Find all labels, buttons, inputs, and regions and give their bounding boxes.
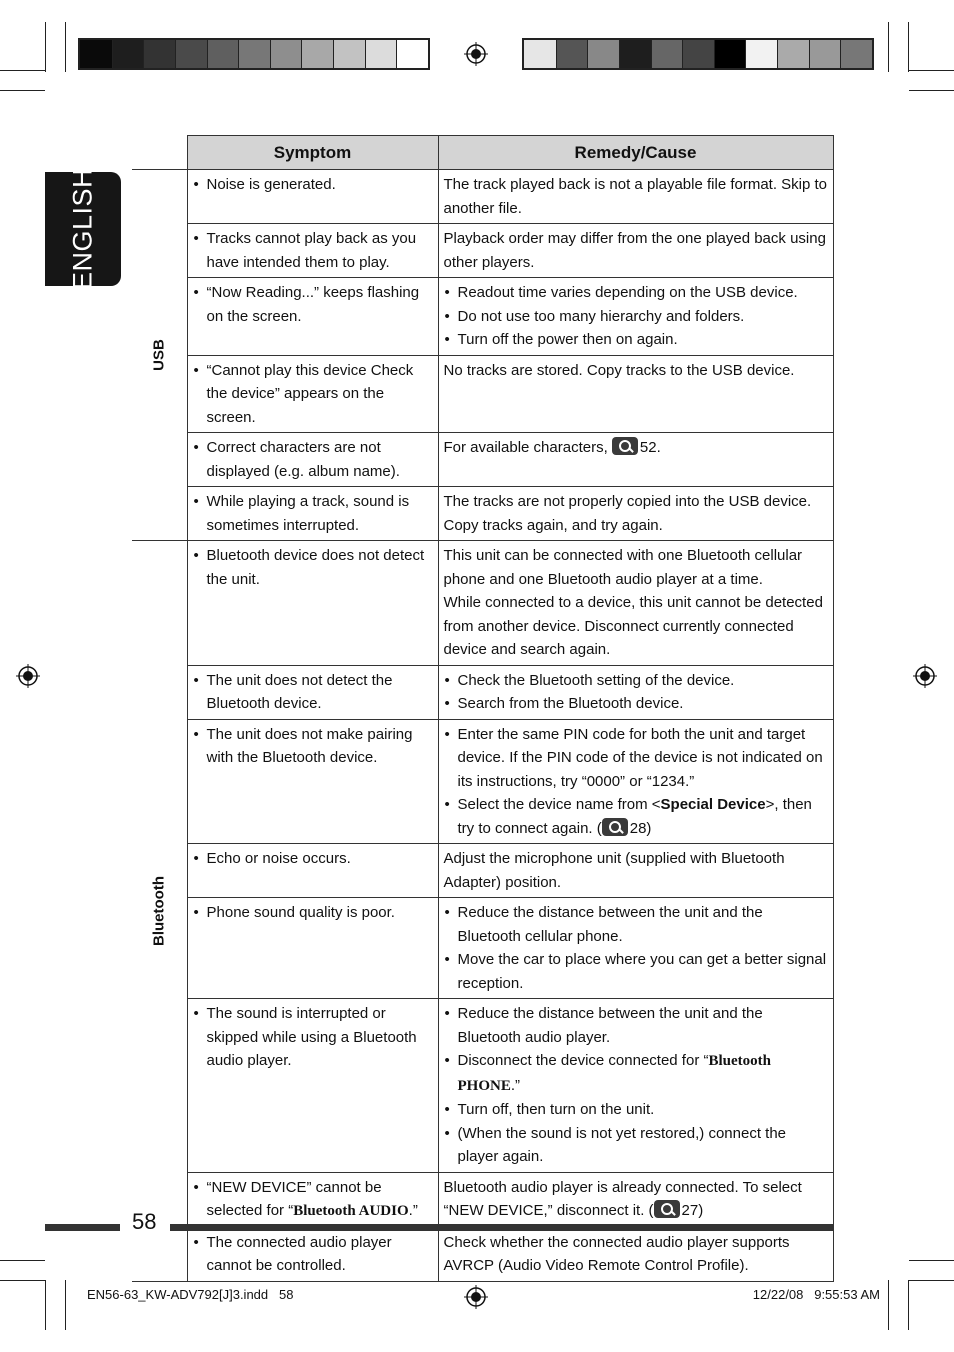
reference-magnifier-icon: [612, 437, 638, 455]
footer-rule-left: [45, 1224, 120, 1231]
remedy-cell: • Reduce the distance between the unit and the Bluetooth cellular phone. • Move the car to place where you can get a better signal reception.: [438, 898, 833, 999]
remedy-cell: No tracks are stored. Copy tracks to the USB device.: [438, 355, 833, 433]
color-bar-right: [522, 38, 874, 70]
symptom-cell: • “Now Reading...” keeps flashing on the screen.: [187, 278, 438, 356]
crop-mark: [45, 1280, 46, 1330]
page-number: 58: [132, 1209, 157, 1234]
symptom-cell: • Phone sound quality is poor.: [187, 898, 438, 999]
crop-mark: [0, 1260, 45, 1261]
crop-mark: [65, 22, 66, 72]
crop-mark: [909, 1260, 954, 1261]
crop-mark: [909, 1280, 954, 1281]
crop-mark: [0, 90, 45, 91]
crop-mark: [0, 70, 45, 71]
remedy-cell: Adjust the microphone unit (supplied with Bluetooth Adapter) position.: [438, 844, 833, 898]
crop-mark: [45, 22, 46, 72]
category-usb: [132, 170, 187, 541]
registration-mark-icon: [16, 664, 40, 688]
registration-mark-icon: [464, 42, 488, 66]
reference-magnifier-icon: [602, 818, 628, 836]
crop-mark: [888, 22, 889, 72]
symptom-cell: • Bluetooth device does not detect the unit.: [187, 541, 438, 666]
registration-mark-icon: [464, 1285, 488, 1309]
remedy-cell: The track played back is not a playable file format. Skip to another file.: [438, 170, 833, 224]
category-label: USB: [150, 339, 168, 371]
symptom-cell: • The unit does not detect the Bluetooth device.: [187, 665, 438, 719]
crop-mark: [909, 90, 954, 91]
crop-mark: [909, 70, 954, 71]
language-tab-label: ENGLISH: [67, 167, 98, 291]
symptom-cell: • “NEW DEVICE” cannot be selected for “Bluetooth AUDIO.”: [187, 1172, 438, 1227]
symptom-cell: • Correct characters are not displayed (e.g. album name).: [187, 433, 438, 487]
remedy-cell: • Reduce the distance between the unit and the Bluetooth audio player. • Disconnect the device connected for “Bluetooth PHONE.” • Turn off, then turn on the unit. • (When the sound is not yet restored,) connect the player again.: [438, 999, 833, 1173]
slug-timestamp: 12/22/08 9:55:53 AM: [752, 1287, 880, 1302]
remedy-cell: • Check the Bluetooth setting of the device. • Search from the Bluetooth device.: [438, 665, 833, 719]
category-bluetooth: [132, 541, 187, 1282]
remedy-cell: Check whether the connected audio player supports AVRCP (Audio Video Remote Control Profile).: [438, 1227, 833, 1281]
symptom-cell: • While playing a track, sound is sometimes interrupted.: [187, 487, 438, 541]
registration-mark-icon: [913, 664, 937, 688]
reference-magnifier-icon: [654, 1200, 680, 1218]
symptom-cell: • “Cannot play this device Check the device” appears on the screen.: [187, 355, 438, 433]
color-bar-left: [78, 38, 430, 70]
header-remedy: Remedy/Cause: [438, 136, 833, 170]
remedy-cell: • Enter the same PIN code for both the unit and target device. If the PIN code of the device is not indicated on its instructions, try “0000” or “1234.” • Select the device name from <Special Device>, then try to connect again. ( 28): [438, 719, 833, 844]
slug-filename: EN56-63_KW-ADV792[J]3.indd 58: [87, 1287, 294, 1302]
remedy-cell: The tracks are not properly copied into the USB device. Copy tracks again, and try again.: [438, 487, 833, 541]
crop-mark: [65, 1280, 66, 1330]
symptom-cell: • Echo or noise occurs.: [187, 844, 438, 898]
symptom-cell: • The connected audio player cannot be controlled.: [187, 1227, 438, 1281]
crop-mark: [908, 1280, 909, 1330]
symptom-cell: • Noise is generated.: [187, 170, 438, 224]
remedy-cell: • Readout time varies depending on the USB device. • Do not use too many hierarchy and folders. • Turn off the power then on again.: [438, 278, 833, 356]
remedy-cell: For available characters, 52.: [438, 433, 833, 487]
language-tab: [45, 167, 121, 291]
symptom-cell: • The sound is interrupted or skipped while using a Bluetooth audio player.: [187, 999, 438, 1173]
remedy-cell: Playback order may differ from the one played back using other players.: [438, 224, 833, 278]
footer-rule-right: [170, 1224, 833, 1231]
header-symptom: Symptom: [187, 136, 438, 170]
remedy-cell: This unit can be connected with one Bluetooth cellular phone and one Bluetooth audio player at a time. While connected to a device, this unit cannot be detected from another device. Disconnect currently connected device and search again.: [438, 541, 833, 666]
symptom-cell: • Tracks cannot play back as you have intended them to play.: [187, 224, 438, 278]
crop-mark: [888, 1280, 889, 1330]
remedy-cell: Bluetooth audio player is already connected. To select “NEW DEVICE,” disconnect it. ( 27): [438, 1172, 833, 1227]
crop-mark: [0, 1280, 45, 1281]
category-label: Bluetooth: [150, 875, 168, 946]
crop-mark: [908, 22, 909, 72]
symptom-cell: • The unit does not make pairing with the Bluetooth device.: [187, 719, 438, 844]
troubleshooting-table: [132, 135, 834, 1282]
